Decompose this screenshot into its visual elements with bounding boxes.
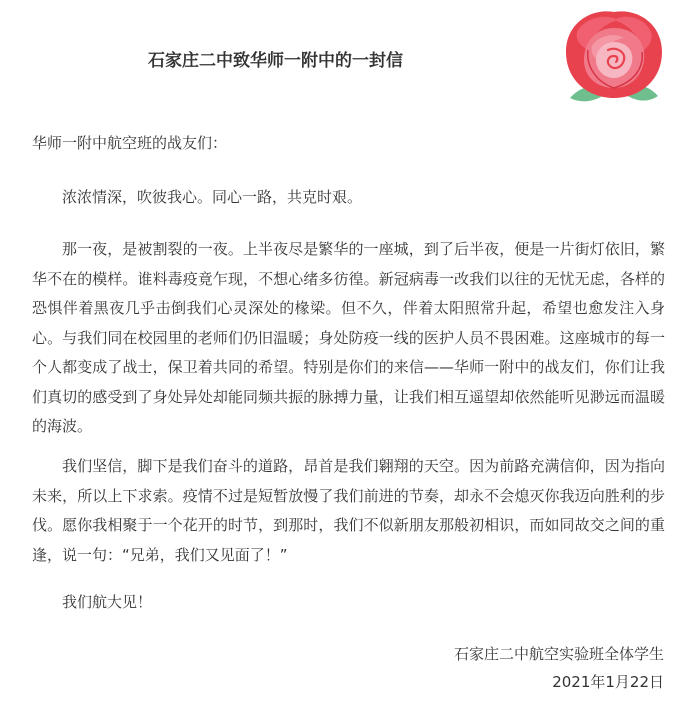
letter-paragraph: 我们航大见！ <box>62 593 153 611</box>
letter-title: 石家庄二中致华师一附中的一封信 <box>148 51 403 71</box>
rose-icon <box>558 6 670 114</box>
letter-date: 2021年1月22日 <box>552 673 664 691</box>
letter-paragraph: 浓浓情深，吹彼我心。同心一路，共克时艰。 <box>62 188 363 206</box>
letter-paragraph: 那一夜，是被割裂的一夜。上半夜尽是繁华的一座城，到了后半夜，便是一片街灯依旧，繁华不在的模样。谁料毒疫竟乍现，不想心绪多彷徨。新冠病毒一改我们以往的无忧无虑，各样的恐惧伴着黑夜几乎击倒我们心灵深处的椽梁。但不久，伴着太阳照常升起，希望也愈发注入身心。与我们同在校园里的老师们仍旧温暖；身处防疫一线的医护人员不畏困难。这座城市的每一个人都变成了战士，保卫着共同的希望。特别是你们的来信——华师一附中的战友们，你们让我们真切的感受到了身处异处却能同频共振的脉搏力量，让我们相互遥望却依然能听见渺远而温暖的海波。 <box>32 240 665 435</box>
signature: 石家庄二中航空实验班全体学生 <box>453 645 664 663</box>
salutation: 华师一附中航空班的战友们： <box>32 134 228 152</box>
letter-paragraph: 我们坚信，脚下是我们奋斗的道路，昂首是我们翱翔的天空。因为前路充满信仰，因为指向未来，所以上下求索。疫情不过是短暂放慢了我们前进的节奏，却永不会熄灭你我迈向胜利的步伐。愿你我相聚于一个花开的时节，到那时，我们不似新朋友那般初相识，而如同故交之间的重逢，说一句：“兄弟，我们又见面了！” <box>32 457 665 564</box>
